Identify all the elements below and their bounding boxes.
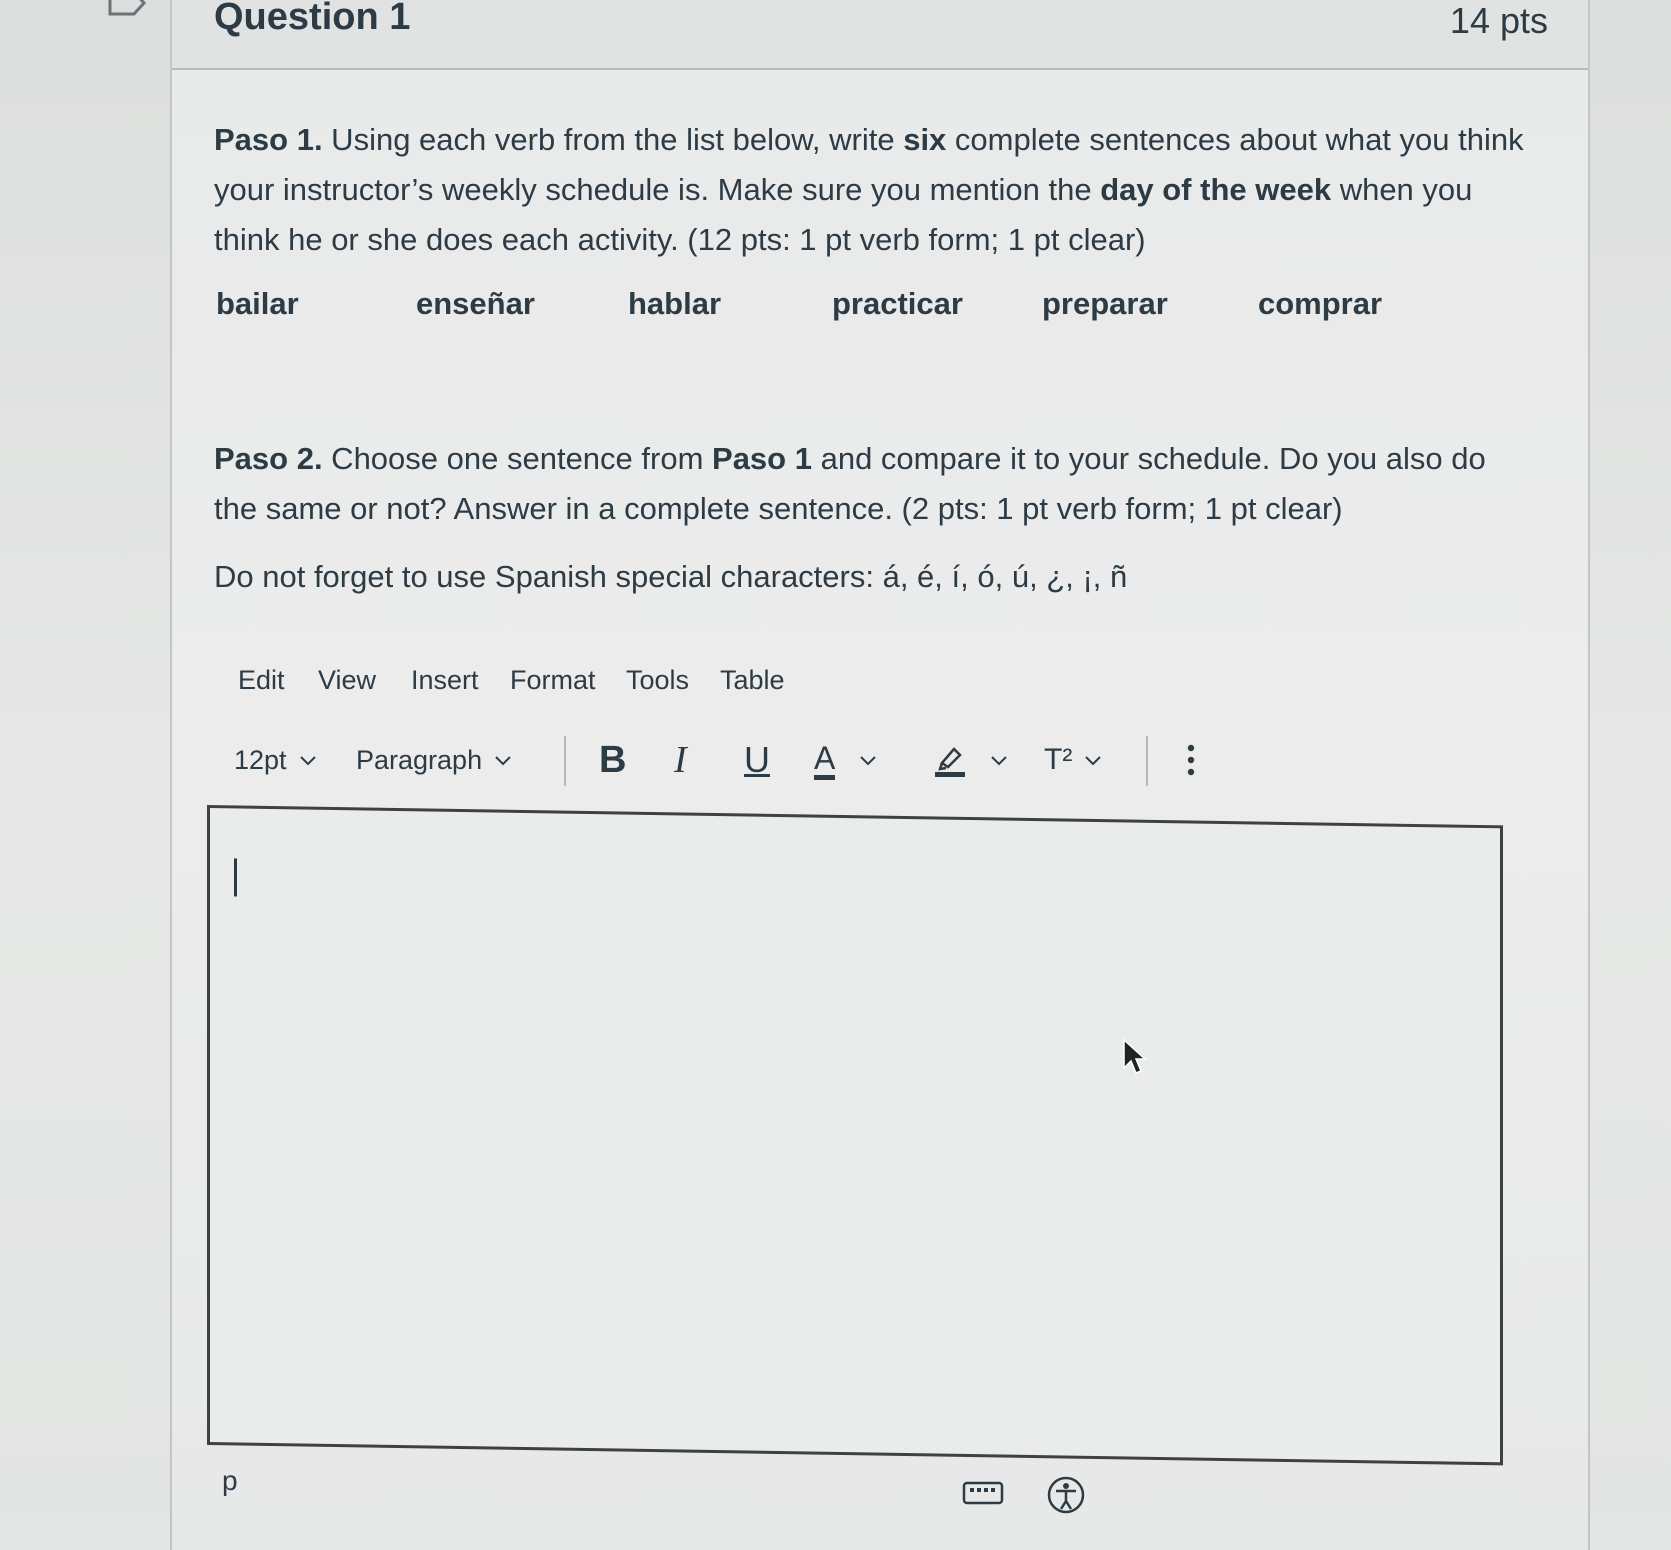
- menu-format[interactable]: Format: [510, 665, 596, 695]
- verb-item: bailar: [216, 286, 299, 321]
- paso2-instructions: [214, 434, 1534, 534]
- keyboard-icon[interactable]: [962, 1475, 1004, 1505]
- paso1-label: Paso 1.: [214, 122, 323, 157]
- paso1-instructions: [214, 115, 1534, 265]
- underline-button[interactable]: U: [744, 739, 770, 780]
- block-format-select[interactable]: [356, 732, 514, 788]
- menu-table[interactable]: Table: [720, 665, 785, 695]
- highlight-color-button[interactable]: [934, 732, 1010, 788]
- element-path[interactable]: p: [222, 1465, 238, 1496]
- paso2-text-b: and compare it to your schedule. Do you also do the same or not? Answer in a complete sentence. (2 pts: 1 pt verb form; 1 pt clear): [214, 441, 1486, 526]
- menu-view[interactable]: View: [318, 665, 377, 695]
- verb-item: enseñar: [416, 286, 535, 321]
- mouse-pointer-icon: [1122, 1038, 1148, 1076]
- chevron-down-icon: [1082, 749, 1104, 771]
- question-title: Question 1: [214, 0, 411, 38]
- more-vertical-icon: [1186, 742, 1196, 778]
- verb-item: comprar: [1258, 286, 1383, 321]
- block-format-value: Paragraph: [356, 744, 483, 775]
- paso1-text-c: when you think he or she does each activity. (12 pts: 1 pt verb form; 1 pt clear): [214, 172, 1473, 257]
- superscript-icon: T²: [1044, 743, 1073, 776]
- paso1-text-a: Using each verb from the list below, write: [322, 122, 904, 157]
- menu-insert[interactable]: Insert: [411, 665, 479, 695]
- font-size-value: 12pt: [234, 744, 287, 775]
- verb-list: [216, 286, 1516, 336]
- question-points: 14 pts: [1449, 0, 1548, 41]
- text-caret: [234, 858, 237, 896]
- toolbar-separator: [1146, 736, 1148, 786]
- verb-item: practicar: [832, 286, 963, 321]
- special-characters-reminder: Do not forget to use Spanish special characters: á, é, í, ó, ú, ¿, ¡, ñ: [214, 559, 1128, 594]
- font-size-select[interactable]: [234, 732, 319, 788]
- rich-text-editor[interactable]: [207, 805, 1503, 1465]
- toolbar-separator: [564, 736, 566, 786]
- superscript-button[interactable]: [1044, 732, 1104, 788]
- accessibility-icon[interactable]: [1046, 1475, 1086, 1515]
- question-header: [172, 0, 1588, 70]
- menu-tools[interactable]: Tools: [626, 665, 690, 695]
- verb-item: preparar: [1042, 286, 1168, 321]
- bold-button[interactable]: B: [599, 738, 627, 781]
- bookmark-flag-icon[interactable]: [108, 0, 148, 24]
- paso2-text-a: Choose one sentence from: [322, 441, 713, 476]
- more-options-button[interactable]: [1186, 732, 1196, 788]
- editor-toolbar: [234, 732, 1234, 792]
- paso2-bold-paso1: Paso 1: [712, 441, 812, 476]
- question-card: [170, 0, 1590, 1550]
- verb-item: hablar: [628, 286, 722, 321]
- paso1-bold-day: day of the week: [1100, 172, 1332, 207]
- text-color-button[interactable]: [814, 732, 879, 788]
- chevron-down-icon: [988, 749, 1010, 771]
- highlighter-icon: [934, 743, 966, 777]
- chevron-down-icon: [297, 749, 319, 771]
- italic-button[interactable]: I: [674, 739, 687, 781]
- paso1-bold-six: six: [903, 122, 947, 157]
- chevron-down-icon: [492, 749, 514, 771]
- text-color-icon: A: [814, 741, 835, 780]
- menu-edit[interactable]: Edit: [238, 665, 285, 695]
- paso1-text-b: complete sentences about what you think your instructor’s weekly schedule is. Make sure you mention the: [214, 122, 1524, 207]
- paso2-label: Paso 2.: [214, 441, 323, 476]
- chevron-down-icon: [857, 749, 879, 771]
